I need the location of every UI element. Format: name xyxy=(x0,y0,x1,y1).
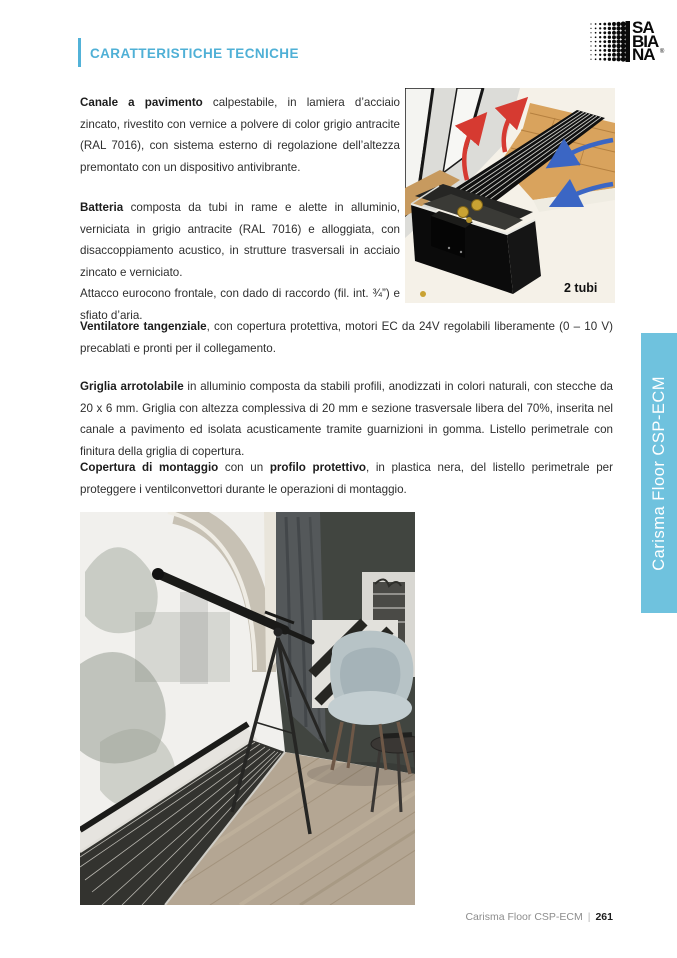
footer-separator: | xyxy=(587,911,591,923)
side-tab-carisma-floor xyxy=(641,333,677,613)
footer-product-name: Carisma Floor CSP-ECM xyxy=(465,911,583,923)
logo-line-3: NA xyxy=(632,45,655,64)
paragraph-text: con un xyxy=(218,461,270,474)
paragraph-text: calpestabile, in lamiera d’acciaio zincato, rivestito con vernice a polvere di color grigio antracite (RAL 7016), con sistema esterno di regolazione dell’altezza premontato con un dispositivo antivibrante. xyxy=(80,96,400,174)
accent-bar xyxy=(78,38,81,67)
logo-line-2: BIA xyxy=(632,31,659,51)
paragraph-text: , con copertura protettiva, motori EC da 24V regolabili liberamente (0 – 10 V) precablati e pronti per il collegamento. xyxy=(80,320,613,355)
sabiana-logo xyxy=(588,18,665,64)
footer-page-number: 261 xyxy=(595,911,613,923)
paragraph-griglia xyxy=(80,376,613,462)
paragraph-text: composta da tubi in rame e alette in alluminio, verniciata in grigio antracite (RAL 7016) e alloggiata, con disaccoppiamento acustico, in strutture trasversali in acciaio zincato e verniciato. xyxy=(80,201,400,279)
paragraph-text: in alluminio composta da stabili profili, anodizzati in colori naturali, con stecche da 20 x 6 mm. Griglia con altezza complessiva di 20 mm e sezione trasversale libera del 70%, inserita nel canale a pavimento ed isolata acusticamente tramite guarnizioni in gomma. Listello perimetrale con finitura della griglia di copertura. xyxy=(80,380,613,458)
logo-wordmark xyxy=(632,18,665,64)
paragraph-ventilatore xyxy=(80,316,613,359)
side-tab-label: Carisma Floor CSP-ECM xyxy=(649,375,668,571)
paragraph-lead: Ventilatore tangenziale xyxy=(80,320,207,333)
logo-line-1: SA xyxy=(632,18,654,37)
paragraph-lead: profilo protettivo xyxy=(269,461,366,474)
paragraph-copertura xyxy=(80,457,613,500)
room-photo-illustration xyxy=(80,512,415,905)
paragraph-batteria xyxy=(80,197,400,327)
product-cutaway-illustration xyxy=(405,88,615,303)
paragraph-canale xyxy=(80,92,400,178)
logo-halftone xyxy=(588,21,630,63)
page-footer xyxy=(465,911,613,923)
registered-mark: ® xyxy=(659,49,665,55)
paragraph-lead: Griglia arrotolabile xyxy=(80,380,184,393)
brass-valve xyxy=(458,207,469,218)
paragraph-lead: Batteria xyxy=(80,201,124,214)
brass-valve xyxy=(472,200,483,211)
paragraph-text: Attacco eurocono frontale, con dado di raccordo (fil. int. ¾”) e sfiato d’aria. xyxy=(80,287,400,322)
room-photo xyxy=(80,512,415,905)
product-cutaway-figure xyxy=(405,88,615,303)
paragraph-lead: Canale a pavimento xyxy=(80,96,203,109)
page-title: CARATTERISTICHE TECNICHE xyxy=(90,46,299,61)
paragraph-lead: Copertura di montaggio xyxy=(80,461,219,474)
figure-caption: 2 tubi xyxy=(564,281,598,295)
paragraph-text: , in plastica nera, del listello perimetrale per proteggere i ventilconvettori durante le operazioni di montaggio. xyxy=(80,461,613,496)
